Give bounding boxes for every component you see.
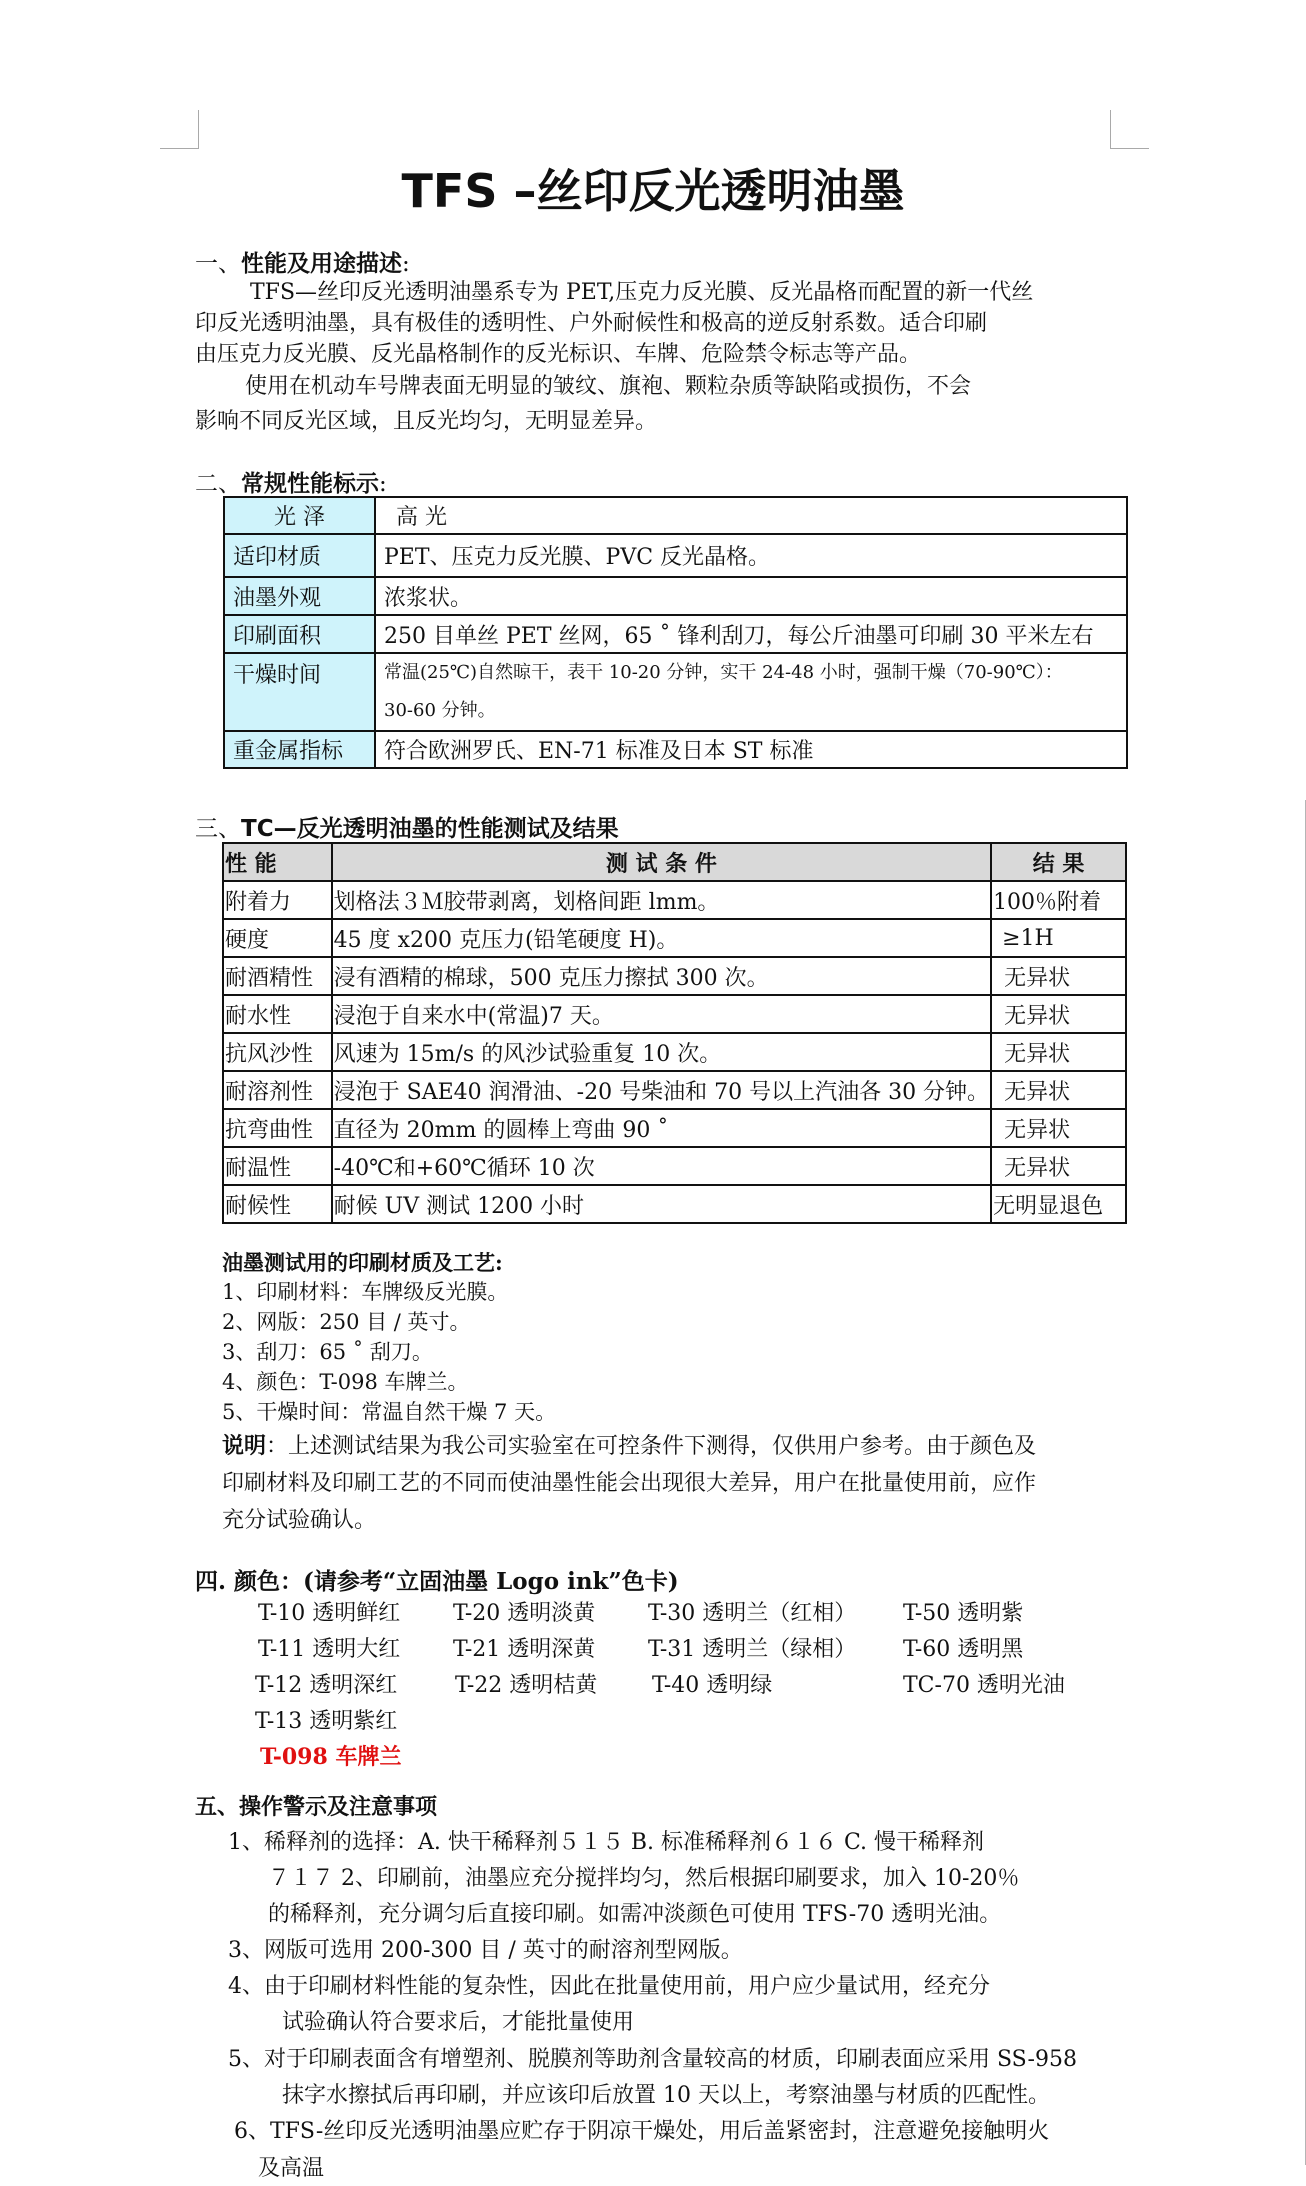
column-header-result: 结 果 — [991, 843, 1126, 881]
section5-line: 4、由于印刷材料性能的复杂性，因此在批量使用前，用户应少量试用，经充分 — [228, 1974, 990, 1999]
color-item: T-11 透明大红 — [258, 1637, 401, 1662]
table-row — [224, 577, 1127, 615]
section1-line-3: 由压克力反光膜、反光晶格制作的反光标识、车牌、危险禁令标志等产品。 — [195, 342, 922, 367]
materials-item: 1、印刷材料：车牌级反光膜。 — [222, 1280, 509, 1304]
property-key: 适印材质 — [224, 534, 375, 577]
test-property: 抗弯曲性 — [223, 1109, 332, 1147]
property-value: 250 目单丝 PET 丝网，65 ˚ 锋利刮刀，每公斤油墨可印刷 30 平米左右 — [375, 615, 1127, 653]
note-line: ：上述测试结果为我公司实验室在可控条件下测得，仅供用户参考。由于颜色及 — [266, 1434, 1037, 1459]
table-row — [224, 653, 1127, 731]
table-row — [223, 1109, 1126, 1147]
section1-line-2: 印反光透明油墨，具有极佳的透明性、户外耐候性和极高的逆反射系数。适合印刷 — [195, 311, 988, 336]
color-item: T-13 透明紫红 — [255, 1709, 398, 1734]
column-header-condition: 测 试 条 件 — [332, 843, 991, 881]
property-key: 印刷面积 — [224, 615, 375, 653]
section5-line: 3、网版可选用 200-300 目 / 英寸的耐溶剂型网版。 — [228, 1938, 743, 1963]
materials-heading: 油墨测试用的印刷材质及工艺: — [222, 1250, 503, 1275]
property-key: 干燥时间 — [224, 653, 375, 731]
test-result: 无明显退色 — [991, 1185, 1126, 1223]
test-condition: 浸有酒精的棉球，500 克压力擦拭 300 次。 — [332, 957, 991, 995]
section5-line: 5、对于印刷表面含有增塑剂、脱膜剂等助剂含量较高的材质，印刷表面应采用 SS-958 — [228, 2047, 1077, 2072]
color-item: T-60 透明黑 — [903, 1637, 1024, 1662]
section5-line: 抹字水擦拭后再印刷，并应该印后放置 10 天以上，考察油墨与材质的匹配性。 — [282, 2083, 1050, 2108]
materials-list — [222, 1277, 556, 1427]
test-condition: 耐候 UV 测试 1200 小时 — [332, 1185, 991, 1223]
test-result: 无异状 — [991, 957, 1126, 995]
crop-mark-top-right — [1110, 110, 1149, 149]
property-key: 油墨外观 — [224, 577, 375, 615]
color-item: T-20 透明淡黄 — [453, 1601, 596, 1626]
test-property: 抗风沙性 — [223, 1033, 332, 1071]
table-row — [224, 497, 1127, 534]
color-item: TC-70 透明光油 — [903, 1673, 1065, 1698]
section2-title: 常规性能标示 — [241, 471, 379, 497]
section4-heading: 四. 颜色：(请参考“立固油墨 Logo ink”色卡) — [195, 1568, 679, 1595]
section2-heading: 二、常规性能标示: — [195, 471, 387, 497]
note-line: 充分试验确认。 — [222, 1508, 377, 1533]
color-item: T-12 透明深红 — [255, 1673, 398, 1698]
section5-line: ７１７ 2、印刷前，油墨应充分搅拌均匀，然后根据印刷要求，加入 10-20％ — [268, 1866, 1020, 1891]
test-result: 无异状 — [991, 995, 1126, 1033]
section5-heading: 五、操作警示及注意事项 — [195, 1794, 438, 1820]
test-result: 无异状 — [991, 1033, 1126, 1071]
test-condition: 直径为 20mm 的圆棒上弯曲 90 ˚ — [332, 1109, 991, 1147]
color-item: T-10 透明鲜红 — [258, 1601, 401, 1626]
drying-time-line-2: 30-60 分钟。 — [384, 700, 496, 721]
table-row — [223, 1185, 1126, 1223]
drying-time-line-1: 常温(25℃)自然晾干，表干 10-20 分钟，实干 24-48 小时，强制干燥（70-90℃）： — [384, 662, 1063, 683]
table-row — [223, 1071, 1126, 1109]
section1-title: 性能及用途描述 — [241, 251, 402, 277]
test-condition: 45 度 x200 克压力(铅笔硬度 H)。 — [332, 919, 991, 957]
table-row — [223, 1033, 1126, 1071]
table-row — [224, 534, 1127, 577]
materials-item: 3、刮刀：65 ˚ 刮刀。 — [222, 1340, 433, 1364]
table-row — [223, 881, 1126, 919]
color-item: T-50 透明紫 — [903, 1601, 1024, 1626]
general-properties-table — [223, 496, 1128, 769]
test-condition: 划格法３Ｍ胶带剥离，划格间距 lmm。 — [332, 881, 991, 919]
color-item: T-31 透明兰（绿相） — [648, 1637, 857, 1662]
test-condition: -40℃和+60℃循环 10 次 — [332, 1147, 991, 1185]
section5-line: 试验确认符合要求后，才能批量使用 — [282, 2010, 635, 2035]
test-condition: 风速为 15m/s 的风沙试验重复 10 次。 — [332, 1033, 991, 1071]
color-item: T-22 透明桔黄 — [455, 1673, 598, 1698]
section3-heading — [195, 810, 619, 843]
property-value: 高 光 — [375, 497, 1127, 534]
section1-line-1: TFS—丝印反光透明油墨系专为 PET,压克力反光膜、反光晶格而配置的新一代丝 — [250, 280, 1034, 305]
table-row — [224, 731, 1127, 768]
section1-heading: 一、性能及用途描述: — [195, 251, 410, 277]
document-title: TFS –丝印反光透明油墨 — [401, 164, 905, 218]
test-property: 耐溶剂性 — [223, 1071, 332, 1109]
table-row — [223, 957, 1126, 995]
section1-number: 一、 — [195, 251, 241, 277]
color-item: T-40 透明绿 — [652, 1673, 773, 1698]
test-result: 无异状 — [991, 1147, 1126, 1185]
section2-number: 二、 — [195, 471, 241, 497]
table-row — [223, 995, 1126, 1033]
test-result: ≥1H — [991, 919, 1126, 957]
property-value: 浓浆状。 — [375, 577, 1127, 615]
section3-title: TC—反光透明油墨的性能测试及结果 — [241, 816, 619, 842]
table-row — [223, 919, 1126, 957]
section1-line-5: 影响不同反光区域，且反光均匀，无明显差异。 — [195, 409, 658, 434]
property-value — [375, 653, 1127, 731]
property-key: 光 泽 — [224, 497, 375, 534]
property-value: 符合欧洲罗氏、EN-71 标准及日本 ST 标准 — [375, 731, 1127, 768]
color-item-highlight: T-098 车牌兰 — [260, 1744, 402, 1770]
test-condition: 浸泡于 SAE40 润滑油、-20 号柴油和 70 号以上汽油各 30 分钟。 — [332, 1071, 991, 1109]
test-property: 耐候性 — [223, 1185, 332, 1223]
column-header-property: 性 能 — [223, 843, 332, 881]
color-item: T-21 透明深黄 — [453, 1637, 596, 1662]
table-row — [223, 1147, 1126, 1185]
property-value: PET、压克力反光膜、PVC 反光晶格。 — [375, 534, 1127, 577]
section5-line: 的稀释剂，充分调匀后直接印刷。如需冲淡颜色可使用 TFS-70 透明光油。 — [268, 1902, 1002, 1927]
color-item: T-30 透明兰（红相） — [648, 1601, 857, 1626]
test-result: 无异状 — [991, 1071, 1126, 1109]
test-property: 耐温性 — [223, 1147, 332, 1185]
test-results-table — [222, 842, 1127, 1224]
test-condition: 浸泡于自来水中(常温)7 天。 — [332, 995, 991, 1033]
section1-line-4: 使用在机动车号牌表面无明显的皱纹、旗袍、颗粒杂质等缺陷或损伤，不会 — [245, 374, 972, 399]
crop-mark-top-left — [160, 110, 199, 149]
section3-number: 三、 — [195, 816, 241, 842]
materials-item: 2、网版：250 目 / 英寸。 — [222, 1310, 471, 1334]
section5-line: 1、稀释剂的选择：A. 快干稀释剂５１５ B. 标准稀释剂６１６ C. 慢干稀释剂 — [228, 1830, 985, 1855]
test-property: 硬度 — [223, 919, 332, 957]
materials-item: 4、颜色：T-098 车牌兰。 — [222, 1370, 469, 1394]
materials-item: 5、干燥时间：常温自然干燥 7 天。 — [222, 1400, 557, 1424]
note-paragraph — [222, 1428, 1036, 1539]
note-label: 说明 — [222, 1434, 267, 1459]
note-line: 印刷材料及印刷工艺的不同而使油墨性能会出现很大差异，用户在批量使用前，应作 — [222, 1471, 1037, 1496]
test-property: 耐酒精性 — [223, 957, 332, 995]
test-property: 附着力 — [223, 881, 332, 919]
test-result: 100％附着 — [991, 881, 1126, 919]
table-header-row — [223, 843, 1126, 881]
table-row — [224, 615, 1127, 653]
test-result: 无异状 — [991, 1109, 1126, 1147]
section5-line: 6、TFS-丝印反光透明油墨应贮存于阴凉干燥处，用后盖紧密封，注意避免接触明火 — [234, 2119, 1050, 2144]
property-key: 重金属指标 — [224, 731, 375, 768]
section5-line: 及高温 — [258, 2156, 325, 2181]
test-property: 耐水性 — [223, 995, 332, 1033]
